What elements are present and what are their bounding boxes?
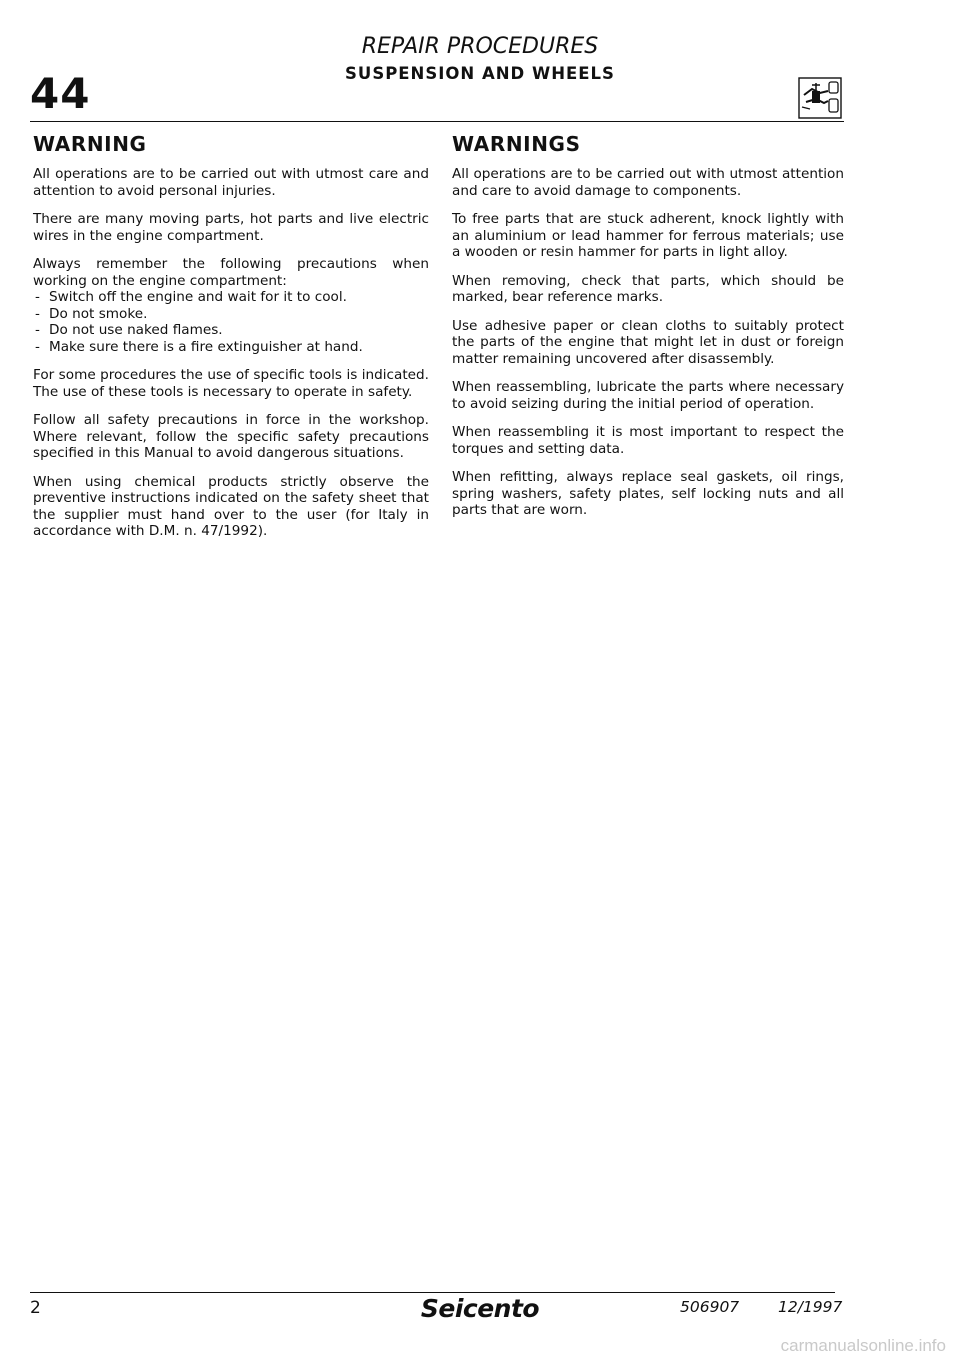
section-number: 44 (30, 69, 91, 118)
precautions-list (33, 289, 429, 355)
paragraph: Use adhesive paper or clean cloths to suitably protect the parts of the engine that might let in dust or foreign matter remaining uncovered after disassembly. (452, 317, 844, 367)
brand-logo: Seicento (420, 1294, 540, 1323)
suspension-wheel-icon (798, 77, 842, 119)
paragraph: To free parts that are stuck adherent, knock lightly with an aluminium or lead hammer for ferrous materials; use a wooden or resin hammer for parts in light alloy. (452, 211, 844, 260)
left-column (33, 132, 429, 552)
paragraph: When reassembling it is most important to respect the torques and setting data. (452, 424, 844, 457)
document-code: 506907 (680, 1298, 740, 1316)
list-item: - Make sure there is a fire extinguisher at hand. (33, 339, 429, 356)
page-title: REPAIR PROCEDURES (361, 34, 599, 59)
paragraph: When reassembling, lubricate the parts where necessary to avoid seizing during the initial period of operation. (452, 379, 844, 412)
paragraph: When refitting, always replace seal gaskets, oil rings, spring washers, safety plates, self locking nuts and all parts that are worn. (452, 469, 844, 518)
watermark: carmanualsonline.info (780, 1336, 946, 1355)
right-column (452, 132, 844, 531)
header-divider (30, 121, 844, 122)
document-date: 12/1997 (778, 1298, 843, 1316)
footer-divider (30, 1292, 835, 1293)
paragraph: When using chemical products strictly observe the preventive instructions indicated on the safety sheet that the supplier must hand over to the user (for Italy in accordance with D.M. n. 47/1992). (33, 473, 429, 539)
paragraph: When removing, check that parts, which should be marked, bear reference marks. (452, 272, 844, 305)
list-item: - Do not smoke. (33, 306, 429, 323)
paragraph: All operations are to be carried out with utmost attention and care to avoid damage to components. (452, 166, 844, 199)
precautions-block (33, 256, 429, 355)
paragraph: Always remember the following precautions when working on the engine compartment: (33, 256, 429, 289)
page-subtitle: SUSPENSION AND WHEELS (345, 64, 615, 83)
page-number: 2 (30, 1298, 41, 1318)
paragraph: There are many moving parts, hot parts and live electric wires in the engine compartment. (33, 211, 429, 244)
paragraph: Follow all safety precautions in force in the workshop. Where relevant, follow the specific safety precautions specified in this Manual to avoid dangerous situations. (33, 412, 429, 461)
list-item: - Do not use naked flames. (33, 322, 429, 339)
list-item: - Switch off the engine and wait for it to cool. (33, 289, 429, 306)
paragraph: For some procedures the use of specific tools is indicated. The use of these tools is necessary to operate in safety. (33, 367, 429, 400)
section-heading-warnings: WARNINGS (452, 132, 581, 156)
paragraph: All operations are to be carried out with utmost care and attention to avoid personal injuries. (33, 166, 429, 199)
section-heading-warning: WARNING (33, 132, 147, 156)
